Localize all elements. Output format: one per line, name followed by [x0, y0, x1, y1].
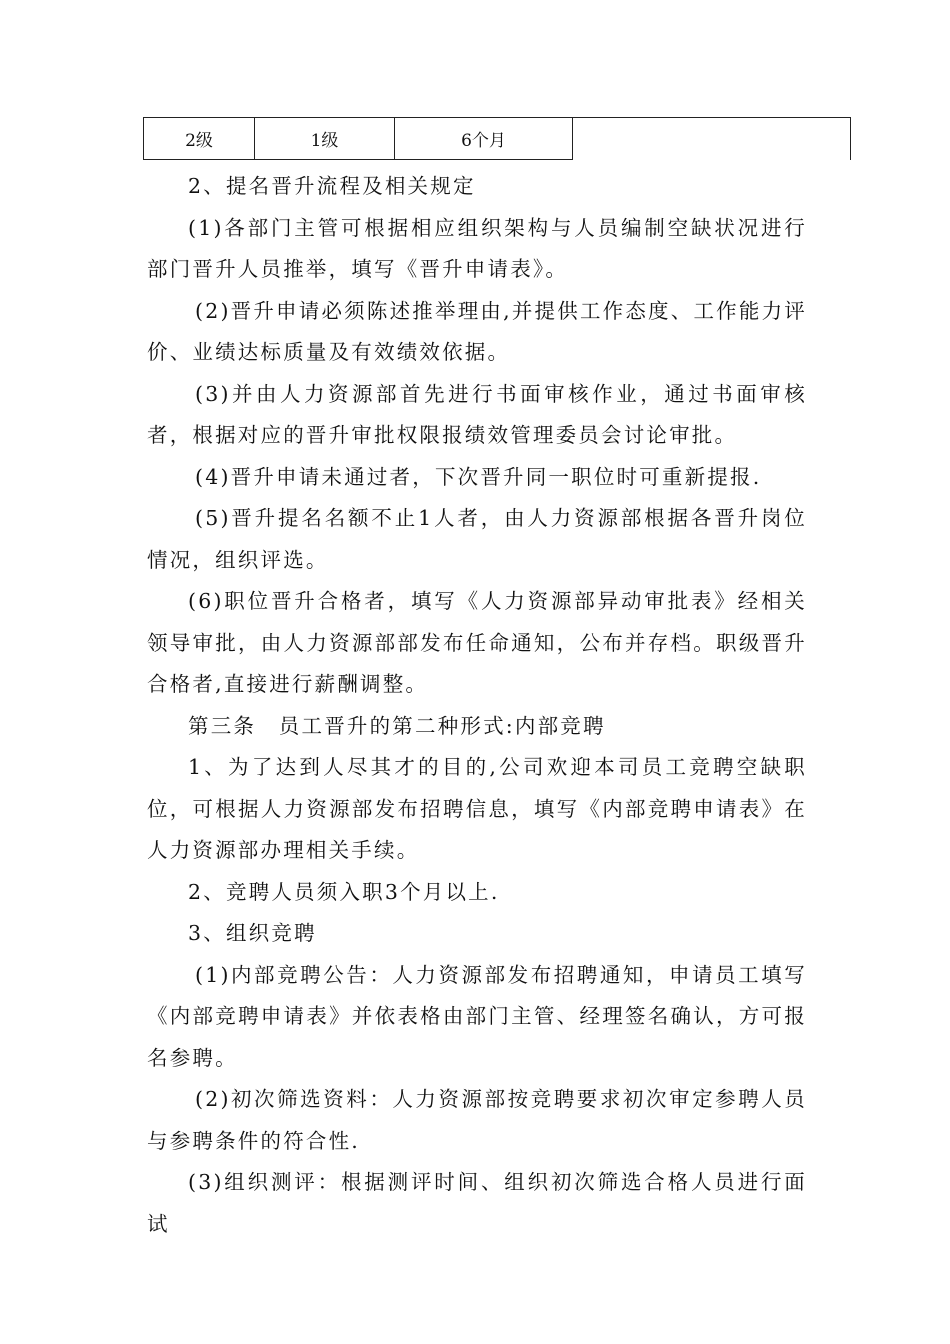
paragraph-p10: 2、竞聘人员须入职3个月以上. — [188, 879, 500, 904]
paragraph-p6: (5)晋升提名名额不止1人者，由人力资源部根据各晋升岗位情况，组织评选。 — [147, 506, 807, 572]
paragraph-p8: 第三条 员工晋升的第二种形式:内部竞聘 — [188, 713, 606, 738]
promotion-table-fragment — [143, 117, 851, 160]
paragraph-p7: (6)职位晋升合格者，填写《人力资源部异动审批表》经相关领导审批，由人力资源部部发布任命通知，公布并存档。职级晋升合格者,直接进行薪酬调整。 — [147, 589, 807, 696]
table-cell-period: 6个月 — [395, 118, 573, 160]
paragraph-p9: 1、为了达到人尽其才的目的,公司欢迎本司员工竞聘空缺职位，可根据人力资源部发布招聘信息，填写《内部竞聘申请表》在人力资源部办理相关手续。 — [147, 755, 807, 862]
paragraph-p13: (2)初次筛选资料：人力资源部按竞聘要求初次审定参聘人员与参聘条件的符合性. — [147, 1087, 807, 1153]
table-cell-grade: 2级 — [144, 118, 255, 160]
paragraph-p4: (3)并由人力资源部首先进行书面审核作业，通过书面审核者，根据对应的晋升审批权限报绩效管理委员会讨论审批。 — [147, 381, 807, 447]
paragraph-p2: (1)各部门主管可根据相应组织架构与人员编制空缺状况进行部门晋升人员推举，填写《晋升申请表》。 — [147, 215, 807, 281]
paragraph-p14: (3)组织测评：根据测评时间、组织初次筛选合格人员进行面试 — [147, 1170, 807, 1236]
paragraph-p11: 3、组织竞聘 — [188, 921, 317, 945]
paragraph-p5: (4)晋升申请未通过者，下次晋升同一职位时可重新提报. — [195, 464, 762, 489]
table-cell-empty — [573, 118, 851, 160]
paragraph-p12: (1)内部竞聘公告：人力资源部发布招聘通知，申请员工填写《内部竞聘申请表》并依表格由部门主管、经理签名确认，方可报名参聘。 — [147, 962, 807, 1070]
table-row — [144, 118, 851, 160]
table-cell-level: 1级 — [255, 118, 395, 160]
paragraph-p1: 2、提名晋升流程及相关规定 — [188, 174, 476, 198]
paragraph-p3: (2)晋升申请必须陈述推举理由,并提供工作态度、工作能力评价、业绩达标质量及有效绩效依据。 — [147, 298, 807, 364]
document-body — [147, 166, 807, 1245]
